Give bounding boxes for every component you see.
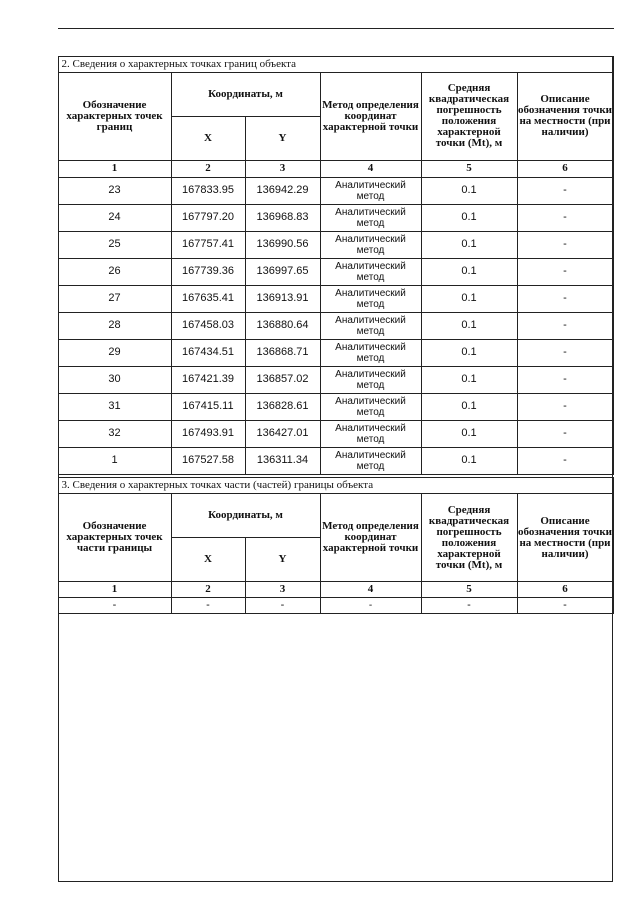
- coord-y: 136311.34: [245, 447, 320, 474]
- col-header-designation: Обозначение характерных точек части границы: [58, 494, 171, 582]
- error-value: 0.1: [421, 258, 517, 285]
- coord-x: 167415.11: [171, 393, 245, 420]
- description-cell: -: [517, 447, 613, 474]
- part-boundary-points-table: [58, 477, 614, 614]
- point-designation: 1: [58, 447, 171, 474]
- method-cell: Аналитический метод: [320, 204, 421, 231]
- coord-x: 167434.51: [171, 339, 245, 366]
- description-cell: -: [517, 177, 613, 204]
- coord-x: 167458.03: [171, 312, 245, 339]
- error-value: 0.1: [421, 366, 517, 393]
- point-designation: 25: [58, 231, 171, 258]
- col-header-method: Метод определения координат характерной точки: [320, 72, 421, 160]
- table-row: [58, 285, 613, 312]
- coord-x: -: [171, 598, 245, 614]
- method-cell: -: [320, 598, 421, 614]
- table-row: [58, 420, 613, 447]
- description-cell: -: [517, 258, 613, 285]
- col-number: 3: [245, 582, 320, 598]
- table-row: [58, 366, 613, 393]
- method-cell: Аналитический метод: [320, 231, 421, 258]
- boundary-points-table: [58, 56, 614, 475]
- method-cell: Аналитический метод: [320, 339, 421, 366]
- col-number: 4: [320, 160, 421, 177]
- table-row: [58, 598, 613, 614]
- table-row: [58, 447, 613, 474]
- coord-y: -: [245, 598, 320, 614]
- col-number: 2: [171, 582, 245, 598]
- error-value: 0.1: [421, 339, 517, 366]
- coord-y: 136997.65: [245, 258, 320, 285]
- method-cell: Аналитический метод: [320, 312, 421, 339]
- error-value: 0.1: [421, 393, 517, 420]
- point-designation: 28: [58, 312, 171, 339]
- col-number: 6: [517, 582, 613, 598]
- col-number: 5: [421, 160, 517, 177]
- coord-y: 136968.83: [245, 204, 320, 231]
- table-row: [58, 231, 613, 258]
- description-cell: -: [517, 366, 613, 393]
- col-header-x: X: [171, 116, 245, 160]
- method-cell: Аналитический метод: [320, 177, 421, 204]
- coord-x: 167493.91: [171, 420, 245, 447]
- point-designation: -: [58, 598, 171, 614]
- description-cell: -: [517, 231, 613, 258]
- description-cell: -: [517, 204, 613, 231]
- description-cell: -: [517, 339, 613, 366]
- method-cell: Аналитический метод: [320, 366, 421, 393]
- section-2-title: 2. Сведения о характерных точках границ объекта: [58, 56, 613, 72]
- method-cell: Аналитический метод: [320, 258, 421, 285]
- table-row: [58, 393, 613, 420]
- coord-x: 167797.20: [171, 204, 245, 231]
- col-number: 5: [421, 582, 517, 598]
- col-number: 1: [58, 582, 171, 598]
- col-header-x: X: [171, 538, 245, 582]
- description-cell: -: [517, 393, 613, 420]
- coord-x: 167421.39: [171, 366, 245, 393]
- col-header-error: Средняя квадратическая погрешность положения характерной точки (Mt), м: [421, 494, 517, 582]
- description-cell: -: [517, 598, 613, 614]
- document-frame: [58, 56, 613, 882]
- error-value: 0.1: [421, 177, 517, 204]
- coord-y: 136427.01: [245, 420, 320, 447]
- description-cell: -: [517, 420, 613, 447]
- error-value: 0.1: [421, 204, 517, 231]
- description-cell: -: [517, 312, 613, 339]
- coord-x: 167527.58: [171, 447, 245, 474]
- table-row: [58, 312, 613, 339]
- coord-y: 136913.91: [245, 285, 320, 312]
- method-cell: Аналитический метод: [320, 447, 421, 474]
- point-designation: 26: [58, 258, 171, 285]
- col-header-y: Y: [245, 116, 320, 160]
- error-value: 0.1: [421, 420, 517, 447]
- error-value: -: [421, 598, 517, 614]
- column-numbers-row: [58, 160, 613, 177]
- point-designation: 30: [58, 366, 171, 393]
- page-top-rule: [58, 28, 614, 29]
- col-header-y: Y: [245, 538, 320, 582]
- point-designation: 24: [58, 204, 171, 231]
- coord-y: 136868.71: [245, 339, 320, 366]
- coord-y: 136990.56: [245, 231, 320, 258]
- col-number: 6: [517, 160, 613, 177]
- col-header-coords: Координаты, м: [171, 494, 320, 538]
- point-designation: 32: [58, 420, 171, 447]
- coord-x: 167635.41: [171, 285, 245, 312]
- table-row: [58, 177, 613, 204]
- col-header-description: Описание обозначения точки на местности (при наличии): [517, 72, 613, 160]
- method-cell: Аналитический метод: [320, 285, 421, 312]
- col-header-description: Описание обозначения точки на местности (при наличии): [517, 494, 613, 582]
- point-designation: 29: [58, 339, 171, 366]
- col-header-coords: Координаты, м: [171, 72, 320, 116]
- table-row: [58, 258, 613, 285]
- section-3-title: 3. Сведения о характерных точках части (частей) границы объекта: [58, 478, 613, 494]
- col-number: 2: [171, 160, 245, 177]
- col-number: 4: [320, 582, 421, 598]
- method-cell: Аналитический метод: [320, 420, 421, 447]
- col-number: 1: [58, 160, 171, 177]
- table-row: [58, 339, 613, 366]
- error-value: 0.1: [421, 231, 517, 258]
- table-row: [58, 204, 613, 231]
- point-designation: 31: [58, 393, 171, 420]
- coord-x: 167757.41: [171, 231, 245, 258]
- col-number: 3: [245, 160, 320, 177]
- col-header-error: Средняя квадратическая погрешность положения характерной точки (Mt), м: [421, 72, 517, 160]
- point-designation: 27: [58, 285, 171, 312]
- coord-x: 167739.36: [171, 258, 245, 285]
- error-value: 0.1: [421, 447, 517, 474]
- error-value: 0.1: [421, 312, 517, 339]
- column-numbers-row: [58, 582, 613, 598]
- point-designation: 23: [58, 177, 171, 204]
- coord-x: 167833.95: [171, 177, 245, 204]
- coord-y: 136857.02: [245, 366, 320, 393]
- col-header-designation: Обозначение характерных точек границ: [58, 72, 171, 160]
- coord-y: 136828.61: [245, 393, 320, 420]
- method-cell: Аналитический метод: [320, 393, 421, 420]
- description-cell: -: [517, 285, 613, 312]
- col-header-method: Метод определения координат характерной точки: [320, 494, 421, 582]
- coord-y: 136880.64: [245, 312, 320, 339]
- coord-y: 136942.29: [245, 177, 320, 204]
- error-value: 0.1: [421, 285, 517, 312]
